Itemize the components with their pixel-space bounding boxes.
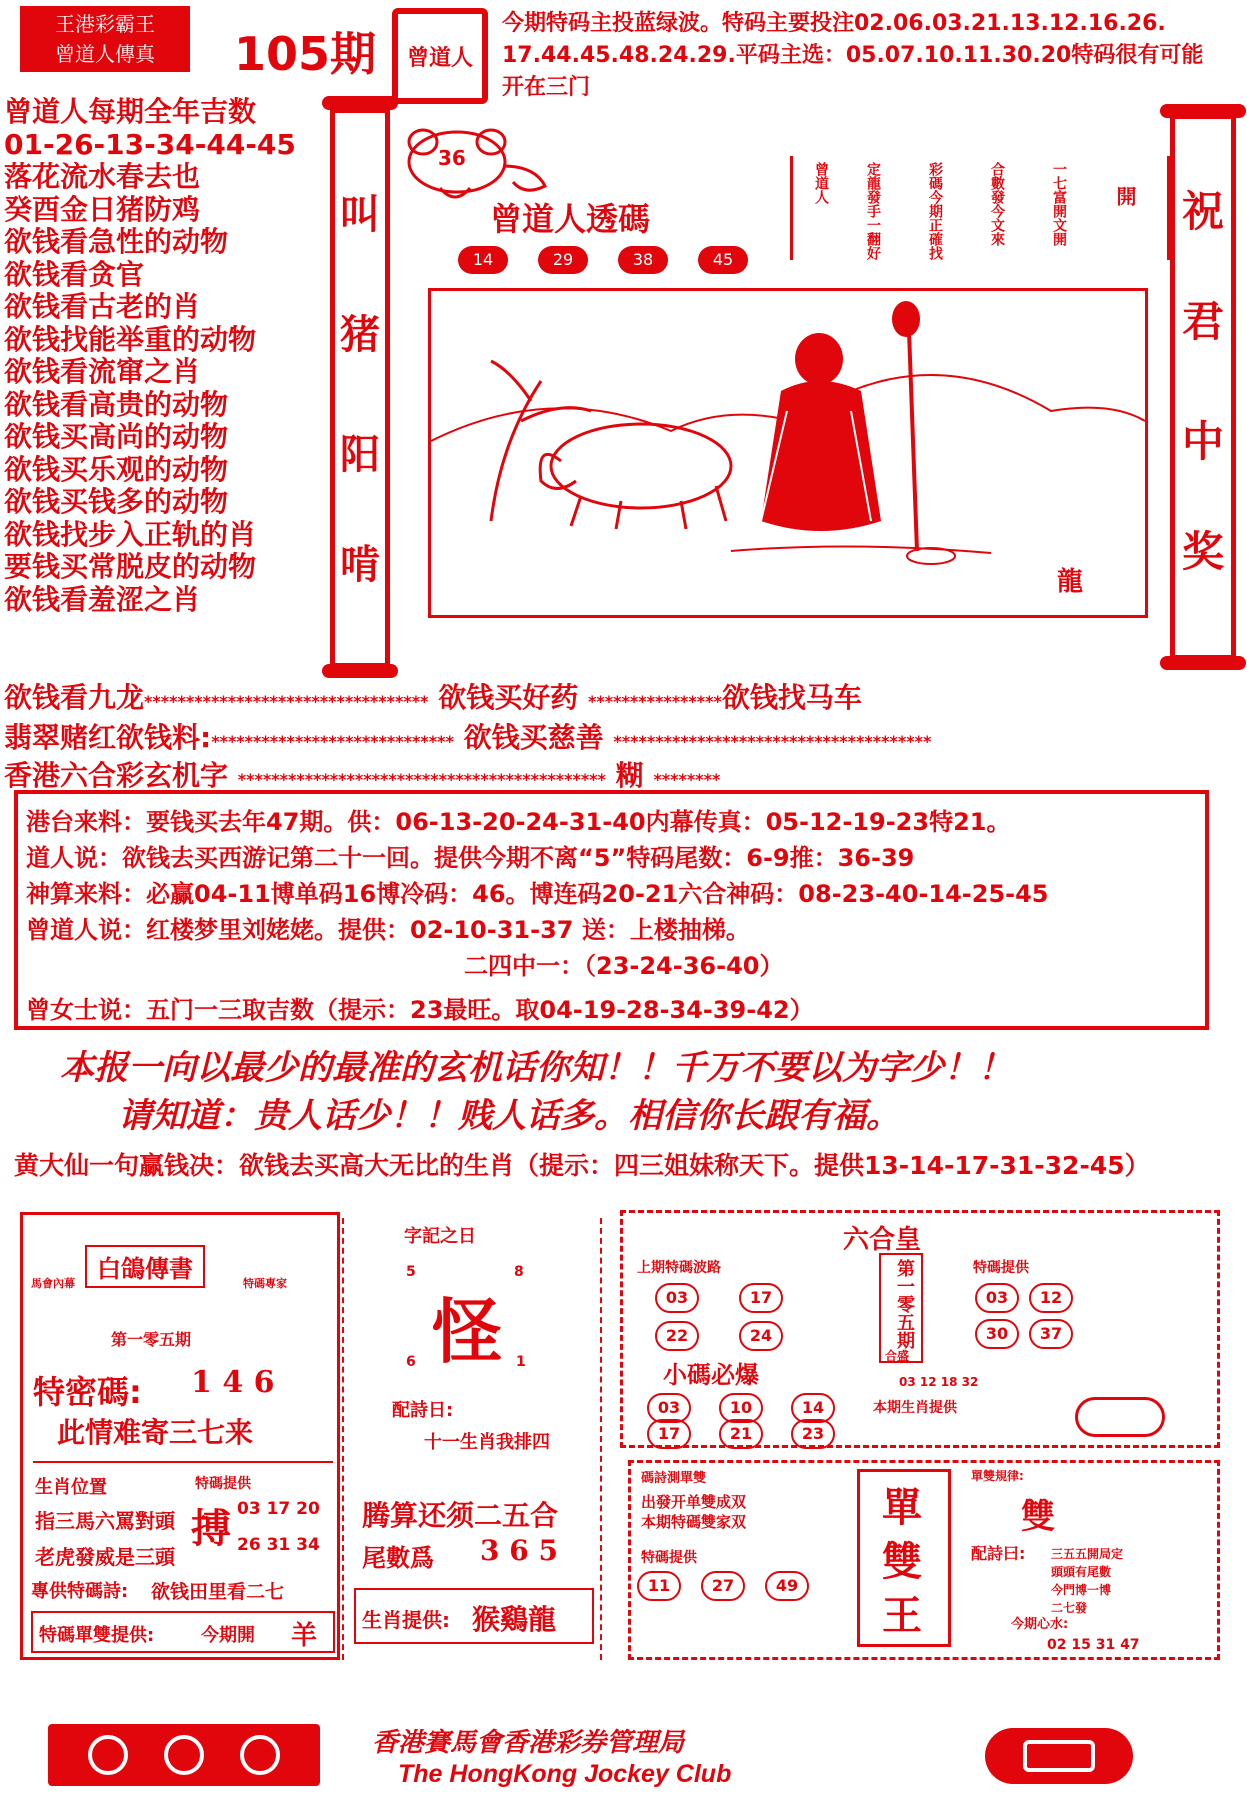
left-item: 欲钱买高尚的动物 — [4, 420, 229, 453]
left-item: 01-26-13-34-44-45 — [4, 127, 296, 161]
zodiac-label: 生肖提供: — [362, 1608, 450, 1632]
left-item: 欲钱买乐观的动物 — [4, 452, 229, 486]
scroll-char: 叫 — [340, 192, 380, 238]
pigeon-side-right: 特碼專家 — [243, 1277, 287, 1290]
slogan-end: 欲钱找马车 — [721, 681, 862, 714]
slogan-row-2 — [4, 716, 931, 756]
verse-line: 一七富開文開 — [1051, 162, 1067, 246]
tail-digits: 3 6 5 — [480, 1534, 558, 1567]
info-box — [14, 790, 1209, 1030]
left-item: 欲钱买钱多的动物 — [4, 485, 229, 518]
bo-numbers: 26 31 34 — [237, 1535, 320, 1555]
verse-line: 合數發今文來 — [989, 162, 1005, 246]
wang-char: 雙 — [882, 1539, 922, 1585]
small-code-label: 小碼必爆 — [663, 1361, 759, 1389]
panel-d-title: 碼詩測單雙 — [641, 1471, 707, 1486]
panel-liuhe — [620, 1210, 1220, 1448]
issue-number: 105期 — [234, 27, 377, 81]
pigeon-title: 白鴿傳書 — [85, 1245, 205, 1288]
slogan-lead: 香港六合彩玄机字 — [4, 759, 229, 792]
slogan-lead: 欲钱看九龙 — [4, 681, 145, 714]
signature: 龍 — [1057, 567, 1084, 597]
issue-label: 第一零五期 — [894, 1259, 915, 1349]
illustration-frame — [428, 288, 1148, 618]
single-double-box — [31, 1611, 335, 1653]
wave-label: 上期特碼波路 — [637, 1260, 721, 1276]
number-ball: 14 — [458, 246, 508, 274]
small-number: 10 — [719, 1393, 763, 1423]
scroll-char: 猪 — [340, 312, 380, 358]
pigeon-issue: 第一零五期 — [111, 1330, 192, 1349]
left-item: 欲钱看贪官 — [4, 257, 145, 291]
logo-box — [20, 6, 190, 72]
poem-line: 三五五開局定 — [1051, 1547, 1124, 1561]
footer-en: The HongKong Jockey Club — [398, 1760, 732, 1788]
left-item: 欲钱看羞涩之肖 — [4, 582, 201, 616]
single-double-animal: 羊 — [291, 1621, 318, 1651]
poem-text: 欲钱田里看二七 — [151, 1581, 285, 1603]
small-number: 03 — [647, 1393, 691, 1423]
left-item: 欲钱看流窜之肖 — [4, 355, 201, 388]
special-number: 03 — [975, 1283, 1019, 1313]
poem-label: 配詩日: — [392, 1400, 454, 1421]
number-ball: 38 — [618, 246, 668, 274]
left-item: 欲钱找能举重的动物 — [4, 322, 257, 356]
corner-number: 8 — [514, 1264, 524, 1280]
info-row: 港台来料：要钱买去年47期。供：06-13-20-24-31-40内幕传真：05-12-19-23特21。 — [26, 808, 1011, 836]
wave-number: 03 — [655, 1283, 699, 1313]
left-column — [4, 96, 334, 616]
special-number: 30 — [975, 1319, 1019, 1349]
special-code-digits: 1 4 6 — [191, 1365, 275, 1400]
special-label: 特碼提供 — [641, 1550, 697, 1566]
bo-numbers: 03 17 20 — [237, 1499, 320, 1519]
scroll-char: 中 — [1181, 417, 1224, 466]
scroll-char: 奖 — [1181, 527, 1224, 576]
left-item: 欲钱看古老的肖 — [4, 290, 201, 323]
intro-line: 开在三门 — [502, 75, 591, 100]
footer-logo-left — [48, 1724, 320, 1786]
verse-panel — [790, 156, 1170, 260]
small-number: 23 — [791, 1419, 835, 1449]
slogan-stars: **************** — [588, 692, 722, 711]
zodiac-box — [354, 1588, 594, 1644]
logo-line-1: 王港彩霸王 — [55, 12, 155, 36]
footer-cn: 香港賽馬會香港彩券管理局 — [372, 1728, 685, 1758]
panel-pigeon — [20, 1212, 340, 1660]
info-row: 曾女士说：五门一三取吉数（提示：23最旺。取04-19-28-34-39-42） — [26, 996, 814, 1024]
slogan-stars: ******************************************** — [237, 770, 606, 789]
day-label: 字記之日 — [404, 1226, 476, 1247]
wang-box — [857, 1469, 951, 1647]
scroll-rod-bottom — [1160, 656, 1246, 670]
pigeon-poem: 此情难寄三七来 — [57, 1416, 254, 1449]
wang-char: 單 — [882, 1485, 922, 1531]
verse-line: 曾道人 — [813, 162, 829, 204]
intro-line: 17.44.45.48.24.29.平码主选：05.07.10.11.30.20特码很有可能 — [502, 43, 1204, 68]
calc-line: 腾算还须二五合 — [362, 1499, 559, 1532]
divider — [33, 1461, 333, 1463]
huang-line: 黄大仙一句赢钱决：欲钱去买高大无比的生肖（提示：四三姐妹称天下。提供13-14-17-31-32-45） — [14, 1151, 1150, 1180]
scroll-char: 阳 — [340, 432, 380, 478]
verse-line: 彩碼今期正確找 — [927, 162, 943, 260]
left-item: 欲钱看急性的动物 — [4, 225, 229, 258]
big-slogan-2: 请知道：贵人话少！！贱人话多。相信你长跟有福。 — [118, 1096, 900, 1136]
poem-text: 十一生肖我排四 — [424, 1432, 550, 1453]
zodiac-text: 猴鷄龍 — [472, 1603, 557, 1636]
left-item: 癸酉金日猪防鸡 — [4, 192, 201, 226]
special-label: 特碼提供 — [973, 1260, 1029, 1276]
scroll-char: 君 — [1181, 297, 1224, 346]
panel-strange — [342, 1218, 602, 1660]
emblem-icon — [1075, 1397, 1165, 1437]
scroll-char: 啃 — [340, 542, 380, 588]
panel-d-line: 本期特碼雙家双 — [641, 1513, 747, 1531]
special-number: 12 — [1029, 1283, 1073, 1313]
number-ball: 45 — [698, 246, 748, 274]
picture-title: 曾道人透碼 — [490, 200, 651, 238]
intro-line: 今期特码主投蓝绿波。特码主要投注02.06.03.21.13.12.16.26. — [502, 11, 1166, 36]
slogan-lead: 翡翠赌红欲钱料: — [4, 721, 212, 754]
verse-head: 開 — [1113, 186, 1137, 206]
seal-stamp — [392, 8, 488, 104]
scroll-char: 祝 — [1181, 187, 1224, 236]
intro-text — [502, 8, 1242, 104]
left-item: 落花流水春去也 — [4, 160, 201, 193]
bo-char: 搏 — [191, 1506, 231, 1552]
special-number: 27 — [701, 1571, 745, 1601]
today-label: 今期心水: — [1011, 1617, 1069, 1632]
footer-logo-right — [985, 1728, 1133, 1784]
scroll-left — [330, 108, 390, 668]
liuhe-banner: 六合皇 — [843, 1225, 922, 1255]
single-double-text: 今期開 — [201, 1625, 255, 1646]
left-item: 欲钱看高贵的动物 — [4, 387, 229, 421]
rule-label: 單雙規律: — [971, 1469, 1024, 1483]
small-number: 17 — [647, 1419, 691, 1449]
slogan-stars: ******** — [653, 770, 721, 789]
seal-stamp-text: 曾道人 — [406, 45, 473, 71]
zodiac-position-label: 生肖位置 — [35, 1477, 107, 1498]
poem-label: 配詩曰: — [971, 1544, 1026, 1563]
big-character: 怪 — [432, 1291, 502, 1373]
bottom-numbers: 02 15 31 47 — [1047, 1637, 1140, 1653]
issue-sub: 合盛 — [885, 1349, 910, 1363]
slogan-row-1 — [4, 676, 862, 716]
info-row: 道人说：欲钱去买西游记第二十一回。提供今期不离“5”特码尾数：6-9推：36-39 — [26, 844, 915, 872]
number-ball: 29 — [538, 246, 588, 274]
slogan-stars: ***************************** — [211, 732, 454, 751]
poem-line: 二七發 — [1051, 1601, 1088, 1615]
slogan-row-3 — [4, 754, 720, 794]
panel-d-line: 出發开单雙成双 — [641, 1493, 747, 1511]
rat-number: 36 — [438, 146, 466, 170]
special-number: 11 — [637, 1571, 681, 1601]
corner-number: 6 — [406, 1354, 416, 1370]
info-row: 曾道人说：红楼梦里刘姥姥。提供：02-10-31-37 送：上楼抽梯。 — [26, 916, 750, 944]
small-number: 21 — [719, 1419, 763, 1449]
tail-label: 尾數爲 — [362, 1544, 434, 1572]
wave-number: 24 — [739, 1321, 783, 1351]
slogan-mid: 欲钱买慈善 — [463, 721, 604, 754]
logo-line-2: 曾道人傳真 — [55, 42, 155, 66]
info-row: 神算来料：必赢04-11博单码16博冷码：46。博连码20-21六合神码：08-23-40-14-25-45 — [26, 880, 1049, 908]
wave-number: 22 — [655, 1321, 699, 1351]
poem-line: 頭頭有尾數 — [1051, 1565, 1112, 1579]
bo-label: 特碼提供 — [195, 1476, 251, 1492]
scroll-right — [1170, 114, 1236, 660]
poem-line: 今門博一博 — [1051, 1583, 1112, 1597]
verse-line: 定龍發手一翻好 — [865, 162, 881, 260]
small-number: 14 — [791, 1393, 835, 1423]
slogan-stars: ********************************** — [144, 692, 429, 711]
special-number: 49 — [765, 1571, 809, 1601]
slogan-mid: 糊 — [615, 759, 644, 792]
zodiac-label: 本期生肖提供 — [873, 1400, 957, 1416]
pigeon-side-left: 馬會內幕 — [31, 1277, 75, 1290]
left-item: 曾道人每期全年吉数 — [4, 95, 257, 128]
left-item: 要钱买常脱皮的动物 — [4, 550, 257, 583]
corner-number: 1 — [516, 1354, 526, 1370]
single-double-label: 特碼單雙提供: — [39, 1625, 155, 1646]
slogan-mid: 欲钱买好药 — [438, 681, 579, 714]
info-row: 二四中一：（23-24-36-40） — [464, 952, 784, 980]
wave-number: 17 — [739, 1283, 783, 1313]
rule-char: 雙 — [1021, 1497, 1055, 1537]
special-number: 37 — [1029, 1319, 1073, 1349]
row-numbers: 03 12 18 32 — [899, 1375, 979, 1389]
slogan-stars: ************************************** — [613, 732, 932, 751]
zodiac-position-line: 指三馬六罵對頭 — [35, 1509, 175, 1533]
big-slogan-1: 本报一向以最少的最准的玄机话你知！！千万不要以为字少！！ — [60, 1048, 1012, 1088]
special-code-label: 特密碼: — [33, 1373, 142, 1411]
corner-number: 5 — [406, 1264, 416, 1280]
zodiac-position-line: 老虎發威是三頭 — [35, 1545, 175, 1569]
left-item: 欲钱找步入正轨的肖 — [4, 517, 257, 551]
wang-char: 王 — [882, 1593, 922, 1639]
poem-label: 專供特碼詩: — [31, 1581, 129, 1602]
panel-single-double — [628, 1460, 1220, 1660]
